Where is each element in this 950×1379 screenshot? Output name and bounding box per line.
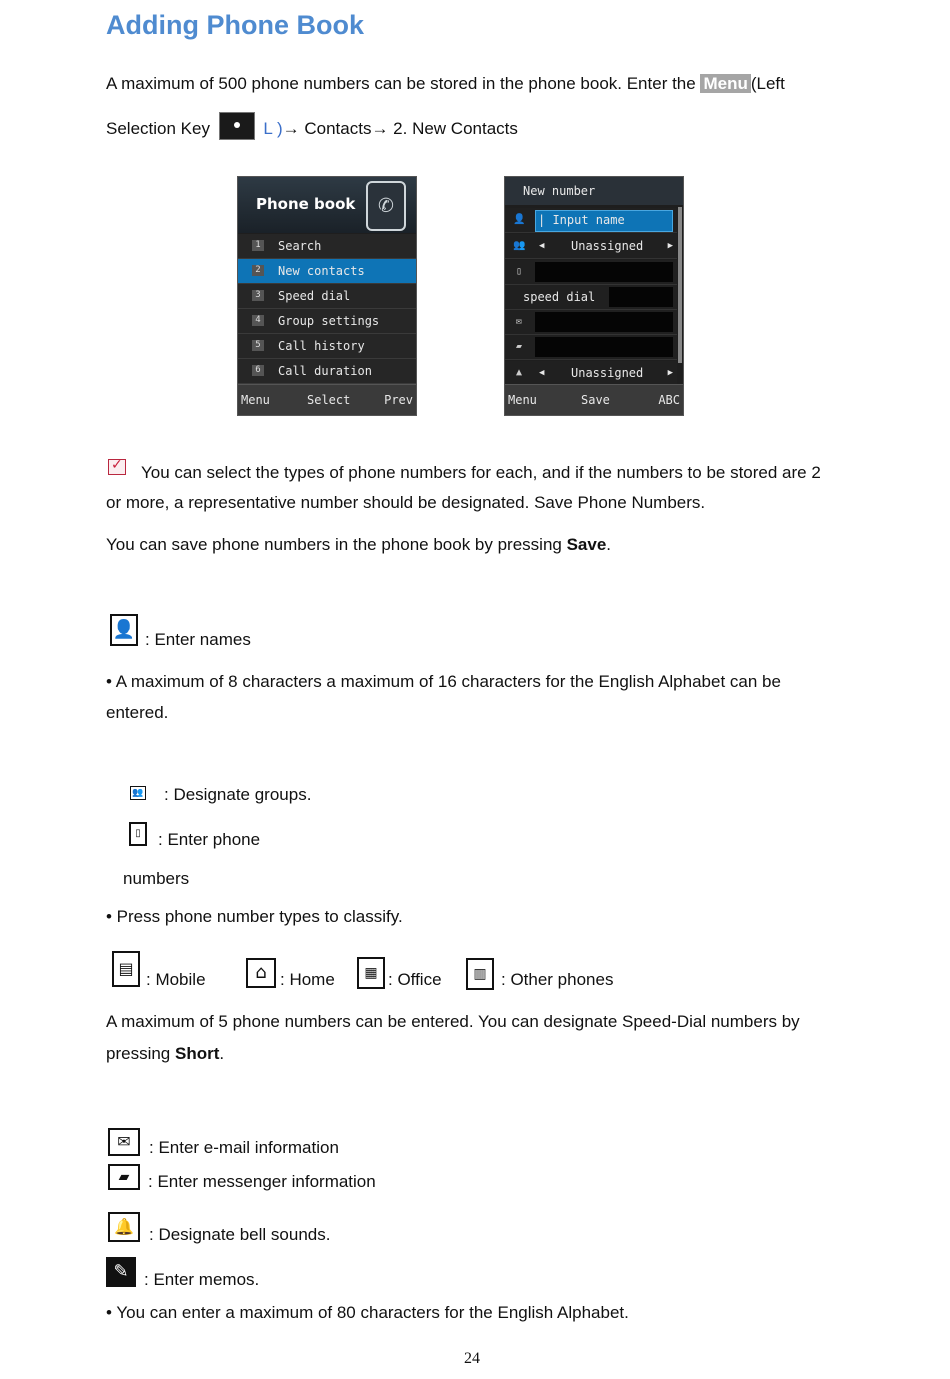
envelope-icon: ✉ xyxy=(108,1128,140,1156)
speed-dial-label: speed dial xyxy=(523,290,596,304)
email-label: : Enter e-mail information xyxy=(149,1138,339,1157)
messenger-icon: ▰ xyxy=(108,1164,140,1190)
speed-line-1: A maximum of 5 phone numbers can be entered. You can designate Speed-Dial numbers by xyxy=(106,1012,800,1031)
arrow-right-icon[interactable]: ▶ xyxy=(667,368,673,378)
softkey-menu[interactable]: Menu xyxy=(508,393,537,407)
speed-line-2 xyxy=(106,1044,224,1064)
type-home-label: : Home xyxy=(280,970,335,989)
note-line-1: You can select the types of phone numbers for each, and if the numbers to be stored are 2 xyxy=(141,463,821,482)
mobile-phone-icon: ▯ xyxy=(129,822,147,846)
messenger-label: : Enter messenger information xyxy=(148,1172,376,1191)
intro-left: (Left xyxy=(750,74,785,93)
intro-path: → Contacts→ 2. New Contacts xyxy=(282,119,518,138)
phonebook-item-new-contacts[interactable] xyxy=(238,259,416,284)
office-icon: ▦ xyxy=(357,957,385,989)
email-input[interactable] xyxy=(535,312,673,332)
softkey-save[interactable]: Save xyxy=(581,393,610,407)
softkey-abc[interactable]: ABC xyxy=(658,393,680,407)
names-bullet-2: entered. xyxy=(106,703,169,722)
intro-key-suffix: L ) xyxy=(263,119,283,138)
phonebook-title: Phone book xyxy=(256,195,356,213)
person-icon: 👤 xyxy=(110,614,138,646)
name-input[interactable] xyxy=(535,210,673,232)
speed-line-text: pressing xyxy=(106,1044,175,1063)
intro-text: A maximum of 500 phone numbers can be stored in the phone book. Enter the xyxy=(106,74,696,93)
memo-bullet: • You can enter a maximum of 80 characters for the English Alphabet. xyxy=(106,1303,629,1322)
group-value: Unassigned xyxy=(571,239,644,253)
phonebook-item-call-history[interactable] xyxy=(238,334,416,359)
person-icon: 👤 xyxy=(513,214,526,225)
bell-label: : Designate bell sounds. xyxy=(149,1225,331,1244)
phone-row[interactable] xyxy=(505,260,677,285)
group-icon: 👥 xyxy=(130,786,146,800)
arrow-left-icon[interactable]: ◀ xyxy=(539,368,545,378)
phonebook-header xyxy=(238,177,416,233)
messenger-row[interactable] xyxy=(505,335,677,360)
speed-line-end: . xyxy=(219,1044,225,1063)
names-bullet-1: • A maximum of 8 characters a maximum of 16 characters for the English Alphabet can be xyxy=(106,672,781,691)
memo-pencil-icon: ✎ xyxy=(106,1257,136,1287)
item-label: Call duration xyxy=(278,364,372,378)
bell-icon: ▲ xyxy=(515,367,523,378)
save-keyword: Save xyxy=(566,535,607,554)
newnumber-title: New number xyxy=(505,177,683,205)
messenger-icon: ▰ xyxy=(515,341,523,352)
item-label: Group settings xyxy=(278,314,380,328)
phone-label: : Enter phone xyxy=(158,830,261,849)
phonebook-screen xyxy=(237,176,417,416)
name-input-text: | Input name xyxy=(538,213,625,227)
note-line-2: or more, a representative number should be designated. Save Phone Numbers. xyxy=(106,493,706,512)
group-icon: 👥 xyxy=(513,240,526,251)
phone-label-2: numbers xyxy=(123,869,190,888)
newnumber-screen xyxy=(504,176,684,416)
memo-label: : Enter memos. xyxy=(144,1270,260,1289)
page-number: 24 xyxy=(464,1350,480,1367)
item-label: New contacts xyxy=(278,264,365,278)
bell-row[interactable] xyxy=(505,361,677,386)
softkey-menu[interactable]: Menu xyxy=(241,393,270,407)
type-other-label: : Other phones xyxy=(501,970,614,989)
scrollbar[interactable] xyxy=(678,207,682,363)
other-phone-icon: ▥ xyxy=(466,958,494,990)
type-office-label: : Office xyxy=(388,970,442,989)
save-line-text: You can save phone numbers in the phone book by pressing xyxy=(106,535,567,554)
phonebook-item-speed-dial[interactable] xyxy=(238,284,416,309)
page-title: Adding Phone Book xyxy=(106,10,364,40)
save-line-end: . xyxy=(606,535,612,554)
left-selection-key-icon xyxy=(219,112,255,140)
short-keyword: Short xyxy=(174,1044,220,1063)
item-number: 3 xyxy=(252,290,264,301)
item-number: 2 xyxy=(252,265,264,276)
phone-input[interactable] xyxy=(535,262,673,282)
home-icon: ⌂ xyxy=(246,958,276,988)
email-row[interactable] xyxy=(505,310,677,335)
speed-dial-input[interactable] xyxy=(609,287,673,307)
intro-line-2 xyxy=(106,112,518,140)
types-bullet: • Press phone number types to classify. xyxy=(106,907,403,926)
mobile-icon: ▤ xyxy=(112,951,140,987)
item-label: Search xyxy=(278,239,322,253)
softkey-prev[interactable]: Prev xyxy=(384,393,413,407)
arrow-right-icon[interactable]: ▶ xyxy=(667,241,673,251)
item-number: 6 xyxy=(252,365,264,376)
envelope-icon: ✉ xyxy=(515,316,523,327)
names-label: : Enter names xyxy=(145,630,251,649)
checkbox-icon xyxy=(108,459,126,475)
bell-icon: 🔔 xyxy=(108,1212,140,1242)
intro-line-1 xyxy=(106,74,785,94)
mobile-phone-icon: ▯ xyxy=(515,266,523,277)
item-label: Call history xyxy=(278,339,365,353)
phonebook-item-call-duration[interactable] xyxy=(238,359,416,384)
type-mobile-label: : Mobile xyxy=(146,970,206,989)
item-number: 1 xyxy=(252,240,264,251)
item-label: Speed dial xyxy=(278,289,351,303)
softkey-select[interactable]: Select xyxy=(307,393,351,407)
arrow-left-icon[interactable]: ◀ xyxy=(539,241,545,251)
name-row[interactable] xyxy=(505,208,677,233)
menu-tag: Menu xyxy=(700,74,750,93)
groups-label: : Designate groups. xyxy=(164,785,312,804)
item-number: 5 xyxy=(252,340,264,351)
group-row[interactable] xyxy=(505,234,677,259)
speed-dial-row[interactable] xyxy=(505,285,677,310)
intro-selection-key: Selection Key xyxy=(106,119,210,138)
phonebook-softkeys xyxy=(238,384,416,415)
save-line xyxy=(106,535,611,555)
item-number: 4 xyxy=(252,315,264,326)
newnumber-softkeys xyxy=(505,384,683,415)
bell-value: Unassigned xyxy=(571,366,644,380)
phonebook-item-search[interactable] xyxy=(238,234,416,259)
phonebook-item-group-settings[interactable] xyxy=(238,309,416,334)
phone-handset-icon: ✆ xyxy=(366,181,406,231)
messenger-input[interactable] xyxy=(535,337,673,357)
